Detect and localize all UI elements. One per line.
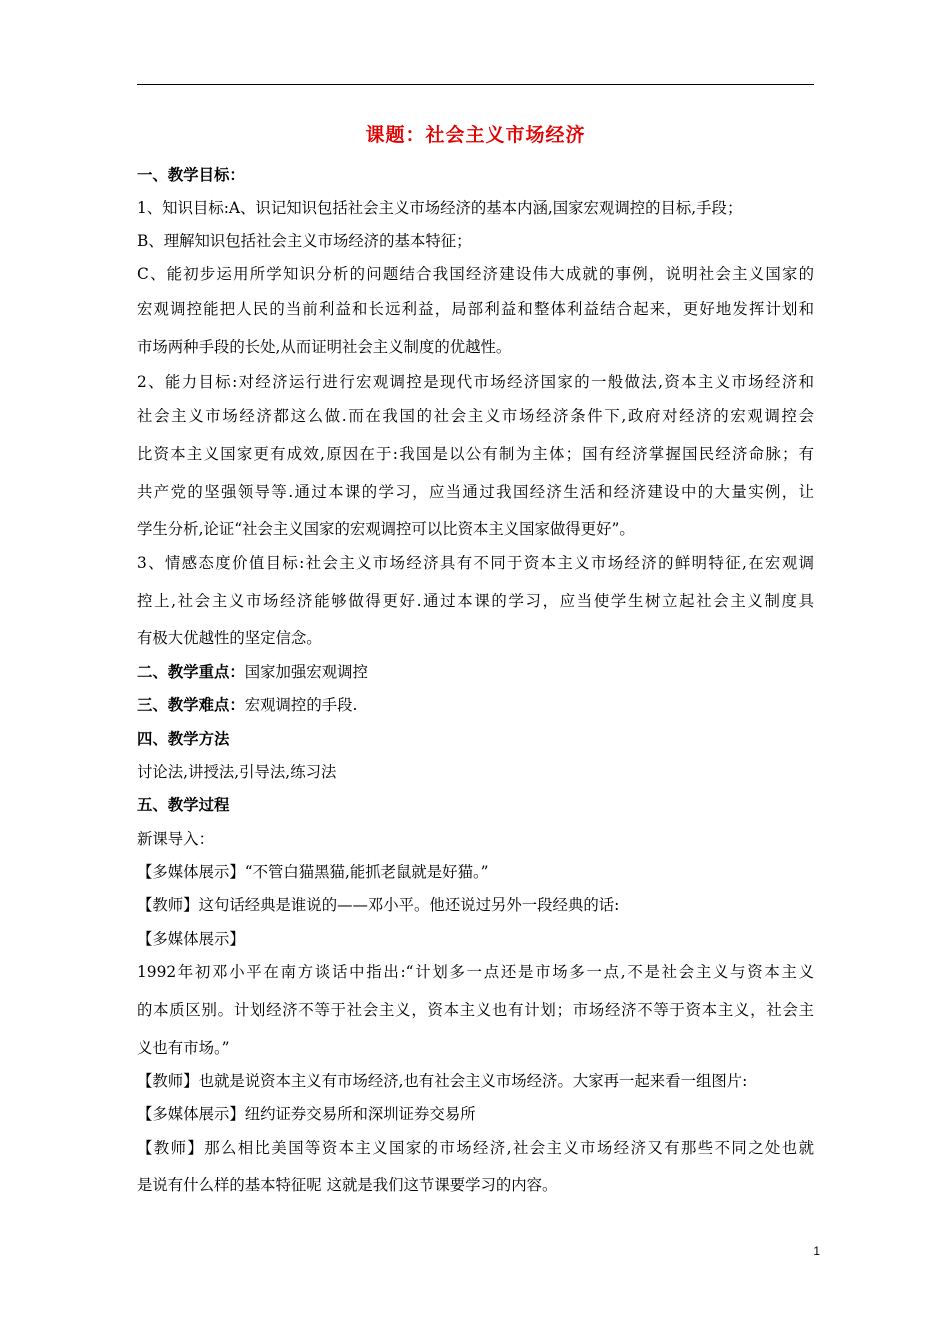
body-line: 社会主义市场经济都这么做.而在我国的社会主义市场经济条件下,政府对经济的宏观调控会 [137, 407, 814, 425]
body-line: B、理解知识包括社会主义市场经济的基本特征； [137, 232, 472, 250]
body-line: 共产党的坚强领导等.通过本课的学习，应当通过我国经济生活和经济建设中的大量实例，让 [137, 483, 814, 501]
body-line: 【多媒体展示】纽约证券交易所和深圳证券交易所 [137, 1105, 476, 1123]
body-line: 控上,社会主义市场经济能够做得更好.通过本课的学习，应当使学生树立起社会主义制度具 [137, 592, 814, 610]
body-line: 3、情感态度价值目标:社会主义市场经济具有不同于资本主义市场经济的鲜明特征,在宏观调 [137, 554, 814, 572]
body-line: C、能初步运用所学知识分析的问题结合我国经济建设伟大成就的事例，说明社会主义国家的 [137, 265, 814, 283]
body-line [137, 694, 357, 716]
body-line: 【多媒体展示】“不管白猫黑猫,能抓老鼠就是好猫。” [137, 863, 489, 881]
body-line: 【多媒体展示】 [137, 930, 245, 948]
body-line: 是说有什么样的基本特征呢 这就是我们这节课要学习的内容。 [137, 1176, 558, 1194]
body-line: 五、教学过程 [137, 796, 230, 814]
body-line: 有极大优越性的坚定信念。 [137, 629, 322, 647]
body-line: 四、教学方法 [137, 730, 230, 748]
body-line: 宏观调控能把人民的当前利益和长远利益，局部利益和整体利益结合起来，更好地发挥计划和 [137, 300, 814, 318]
section-label: 三、教学难点： [137, 696, 245, 714]
document-title: 课题：社会主义市场经济 [365, 124, 586, 146]
section-text: 国家加强宏观调控 [244, 663, 368, 681]
body-line: 市场两种手段的长处,从而证明社会主义制度的优越性。 [137, 338, 512, 356]
section-label: 二、教学重点： [137, 663, 245, 681]
body-line: 义也有市场。” [137, 1039, 230, 1057]
body-line: 的本质区别。计划经济不等于社会主义，资本主义也有计划；市场经济不等于资本主义，社会主 [137, 1001, 814, 1019]
section-text: 宏观调控的手段. [244, 696, 358, 714]
header-rule [137, 84, 814, 85]
body-line: 2、能力目标:对经济运行进行宏观调控是现代市场经济国家的一般做法,资本主义市场经济和 [137, 373, 814, 391]
body-line: 学生分析,论证“社会主义国家的宏观调控可以比资本主义国家做得更好”。 [137, 520, 635, 538]
body-line: 一、教学目标： [137, 166, 245, 184]
body-line: 【教师】那么相比美国等资本主义国家的市场经济,社会主义市场经济又有那些不同之处也就 [137, 1139, 814, 1157]
body-line: 1、知识目标:A、识记知识包括社会主义市场经济的基本内涵,国家宏观调控的目标,手段； [137, 199, 743, 217]
body-line: 讨论法,讲授法,引导法,练习法 [137, 763, 337, 781]
body-line [137, 661, 368, 683]
page-number: 1 [813, 1244, 820, 1258]
body-line: 【教师】这句话经典是谁说的——邓小平。他还说过另外一段经典的话: [137, 896, 620, 914]
body-line: 比资本主义国家更有成效,原因在于:我国是以公有制为主体；国有经济掌握国民经济命脉；有 [137, 445, 814, 463]
body-line: 1992年初邓小平在南方谈话中指出:“计划多一点还是市场多一点,不是社会主义与资本主义 [137, 963, 814, 981]
body-line: 【教师】也就是说资本主义有市场经济,也有社会主义市场经济。大家再一起来看一组图片: [137, 1072, 748, 1090]
body-line: 新课导入： [137, 830, 214, 848]
